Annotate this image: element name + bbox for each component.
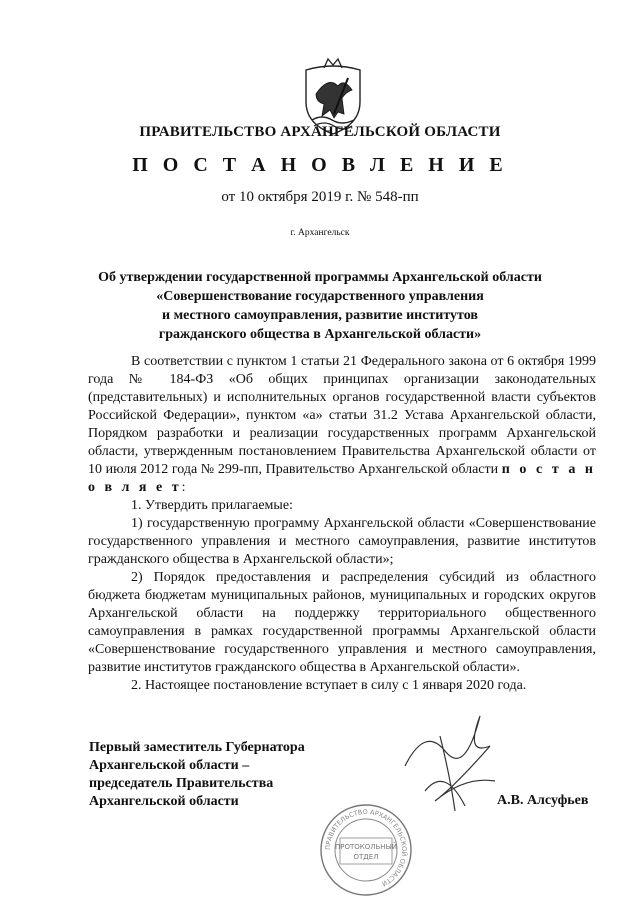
- item-1: 1. Утвердить прилагаемые:: [131, 498, 293, 513]
- official-stamp: [318, 802, 414, 898]
- signatory-position: [89, 739, 305, 811]
- title-line: «Совершенствование государственного управления: [156, 289, 484, 304]
- svg-text:ОТДЕЛ: ОТДЕЛ: [353, 853, 379, 861]
- document-date-number: от 10 октября 2019 г. № 548-пп: [221, 189, 419, 205]
- signatory-name: А.В. Алсуфьев: [497, 793, 589, 808]
- item-1-1: 1) государственную программу Архангельской области «Совершенствование государственного управления и местного самоуправления, развитие институтов гражданского общества в Архангельской области»;: [88, 516, 596, 567]
- signatory-line: Архангельской области: [89, 794, 239, 809]
- document-city: г. Архангельск: [290, 228, 350, 238]
- organization-name: ПРАВИТЕЛЬСТВО АРХАНГЕЛЬСКОЙ ОБЛАСТИ: [139, 124, 501, 140]
- decree-word: п о с т а н о в л я е т: [88, 462, 596, 495]
- decree-colon: :: [181, 480, 186, 495]
- title-line: гражданского общества в Архангельской области»: [158, 327, 482, 342]
- signatory-line: Архангельской области –: [89, 758, 250, 773]
- preamble-text: В соответствии с пунктом 1 статьи 21 Федерального закона от 6 октября 1999 года № 184-ФЗ «Об общих принципах организации законодательных (представительных) и исполнительных органов государственной власти субъектов Российской Федерации», пунктом «а» статьи 31.2 Устава Архангельской области, Порядком разработки и реализации государственных программ Архангельской области, утвержденным постановлением Правительства Архангельской области от 10 июля 2012 года № 299-пп, Правительство Архангельской области: [88, 354, 596, 477]
- svg-text:ПРОТОКОЛЬНЫЙ: ПРОТОКОЛЬНЫЙ: [334, 843, 398, 851]
- svg-text:ПРАВИТЕЛЬСТВО АРХАНГЕЛЬСКОЙ ОБ: ПРАВИТЕЛЬСТВО АРХАНГЕЛЬСКОЙ ОБЛАСТИ: [323, 807, 409, 888]
- item-1-2: 2) Порядок предоставления и распределения субсидий из областного бюджета бюджетам муниципальных районов, муниципальных и городских округов Архангельской области на поддержку территориального общественного самоуправления в рамках государственной программы Архангельской области «Совершенствование государственного управления и местного самоуправления, развитие институтов гражданского общества в Архангельской области».: [88, 570, 596, 675]
- title-line: и местного самоуправления, развитие институтов: [162, 308, 478, 323]
- title-line: Об утверждении государственной программы Архангельской области: [98, 270, 542, 285]
- document-type: П О С Т А Н О В Л Е Н И Е: [132, 154, 508, 176]
- signatory-line: председатель Правительства: [89, 776, 274, 791]
- item-2: 2. Настоящее постановление вступает в силу с 1 января 2020 года.: [131, 678, 527, 693]
- document-body: [88, 353, 596, 695]
- handwritten-signature: [395, 706, 505, 816]
- preamble-paragraph: [88, 353, 596, 497]
- document-title: [60, 268, 580, 344]
- signatory-line: Первый заместитель Губернатора: [89, 740, 305, 755]
